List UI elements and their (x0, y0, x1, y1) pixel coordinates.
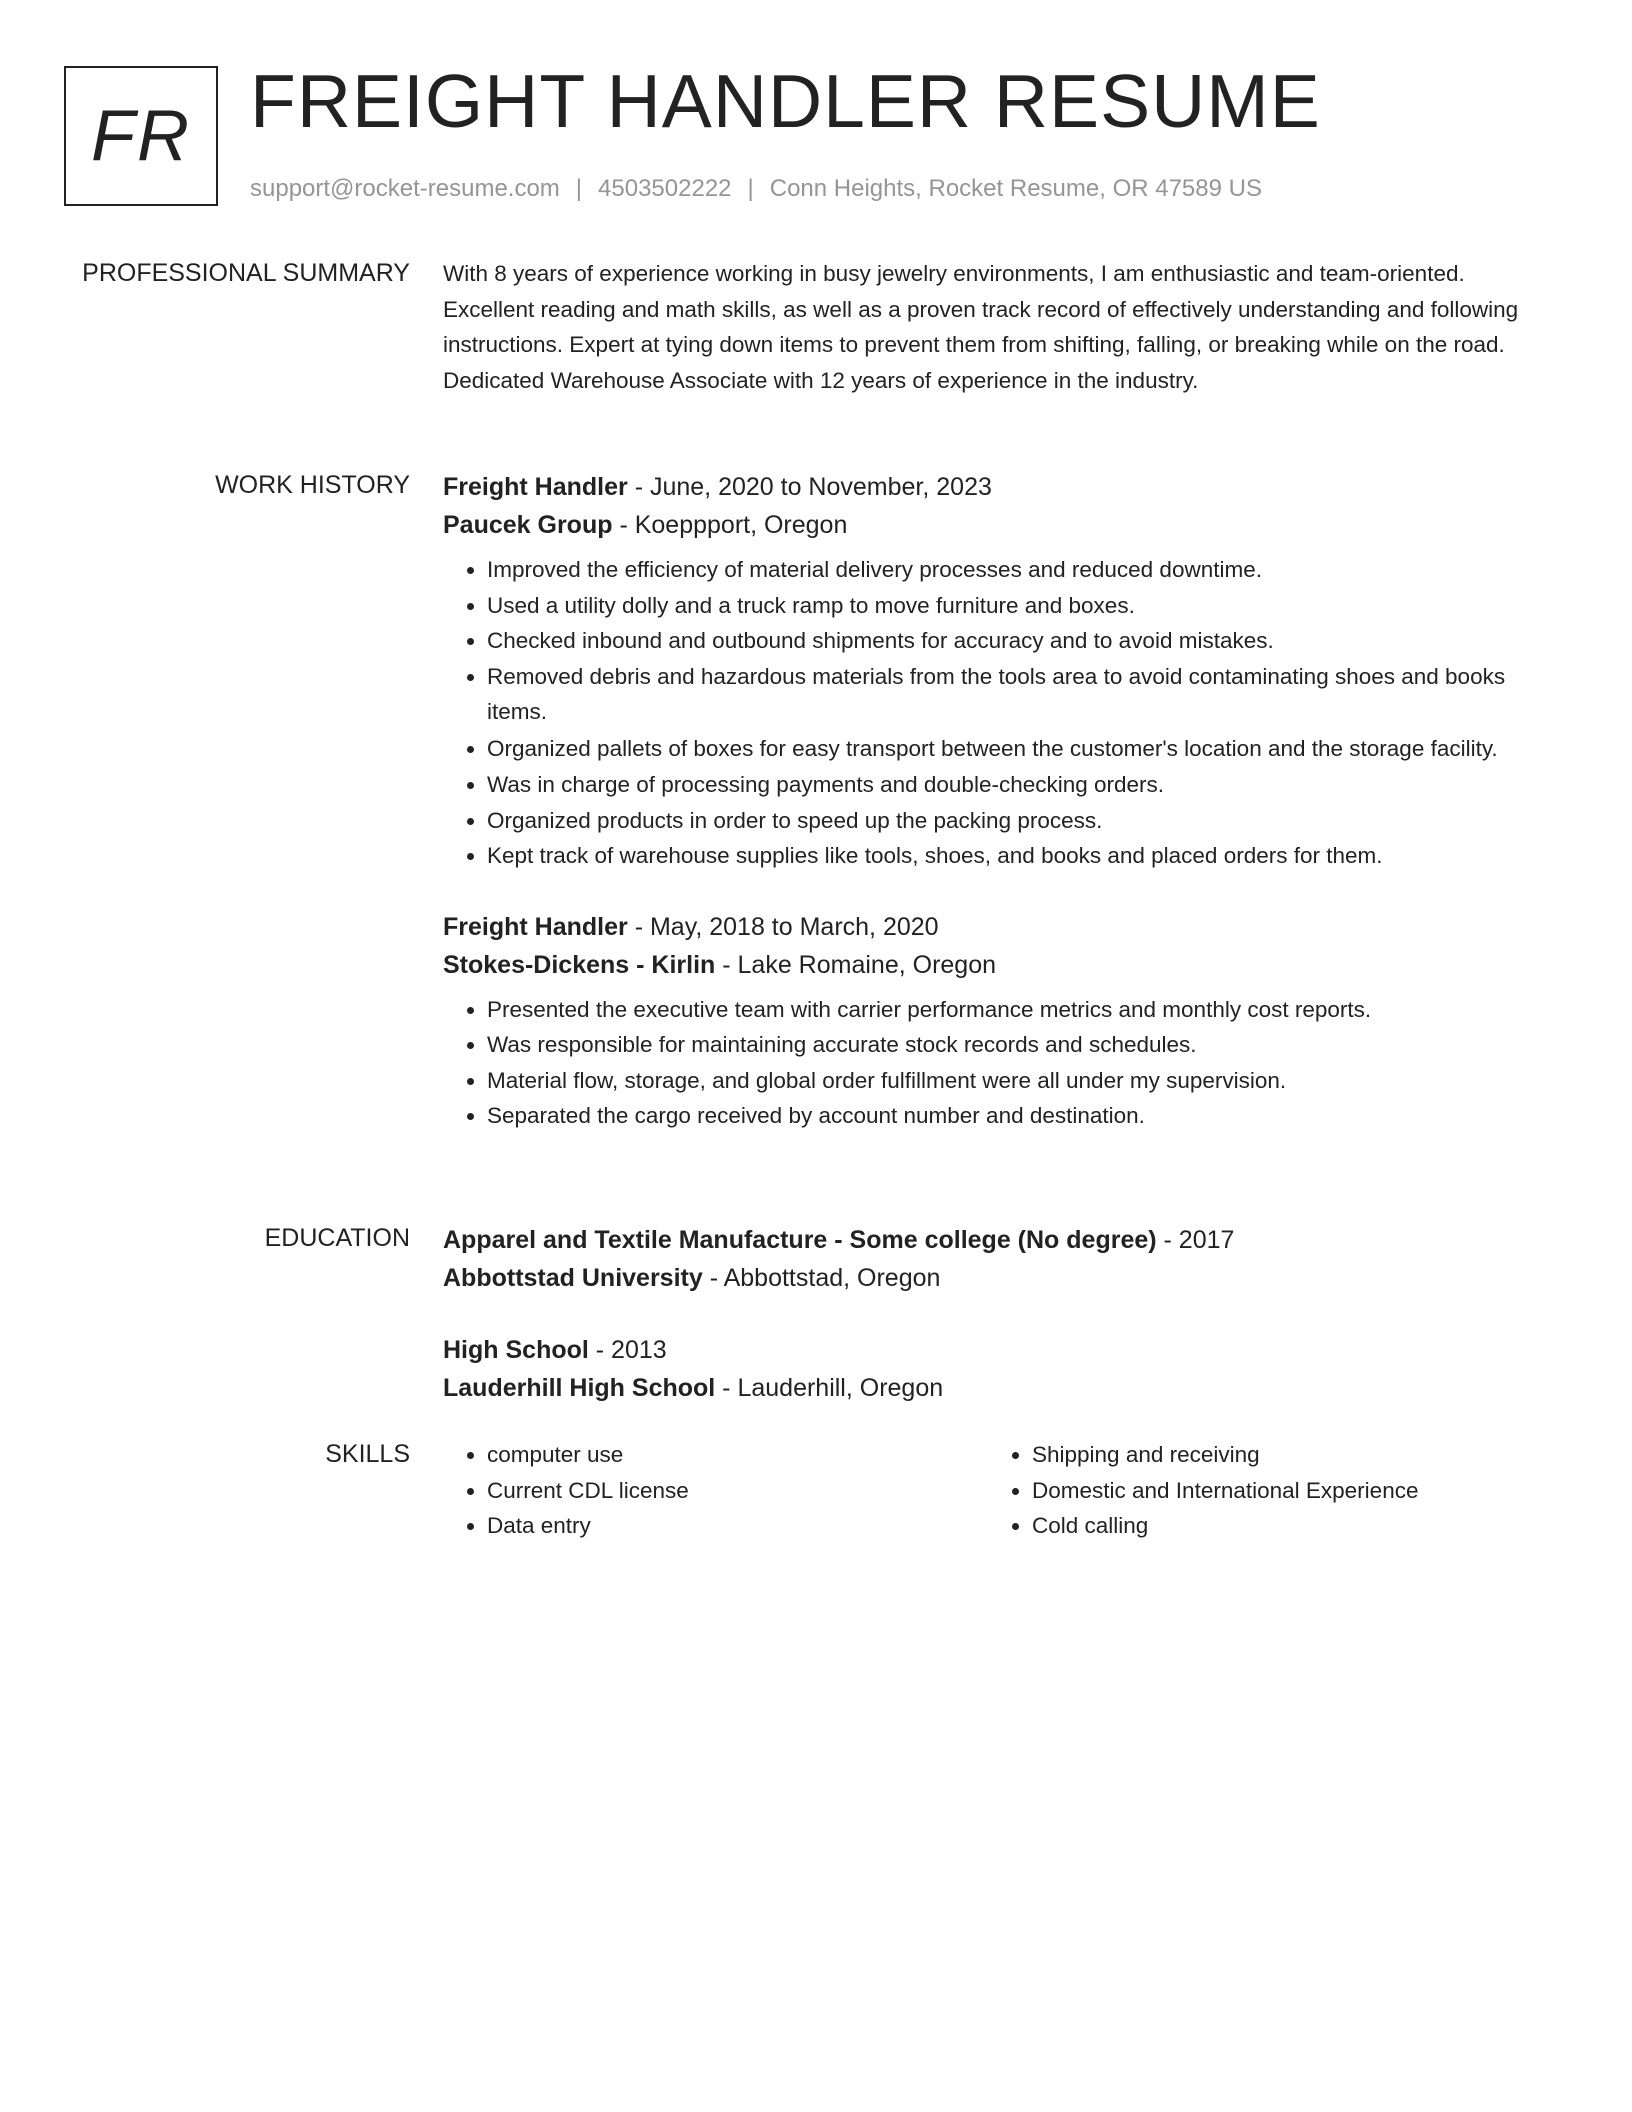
skills-columns (443, 1437, 1543, 1544)
job-bullet: • Organized products in order to speed up the packing process. (487, 803, 1543, 839)
monogram-box (64, 66, 218, 206)
contact-separator: | (575, 175, 583, 202)
job-bullet: • Organized pallets of boxes for easy transport between the customer's location and the storage facility. (487, 731, 1543, 767)
education-degree-line (443, 1331, 1543, 1369)
education-degree-line (443, 1221, 1543, 1259)
job-bullet: • Improved the efficiency of material delivery processes and reduced downtime. (487, 552, 1543, 588)
job-company-line (443, 506, 1543, 544)
job-company-line (443, 946, 1543, 984)
job-bullet: • Separated the cargo received by account number and destination. (487, 1098, 1543, 1134)
education-school-line (443, 1259, 1543, 1297)
job-location: - Lake Romaine, Oregon (715, 950, 997, 979)
contact-separator: | (747, 175, 754, 202)
work-history-body (443, 468, 1543, 1134)
job-location: - Koeppport, Oregon (612, 511, 848, 539)
contact-line (250, 172, 1262, 206)
education-degree: Apparel and Textile Manufacture - Some college (No degree) (443, 1226, 1157, 1254)
job-entry (443, 468, 1543, 874)
section-title-education: EDUCATION (264, 1224, 410, 1252)
job-entry (443, 908, 1543, 1134)
job-bullet: • Material flow, storage, and global order fulfillment were all under my supervision. (487, 1063, 1543, 1099)
contact-email: support@rocket-resume.com (250, 175, 560, 202)
contact-address: Conn Heights, Rocket Resume, OR 47589 US (769, 175, 1262, 202)
education-year: - 2017 (1156, 1226, 1235, 1254)
resume-title: FREIGHT HANDLER RESUME (250, 59, 1321, 143)
summary-text: With 8 years of experience working in busy jewelry environments, I am enthusiastic and team-oriented. Excellent reading and math skills, as well as a proven track record of effectively understanding and following instructions. Expert at tying down items to prevent them from shifting, falling, or breaking while on the road. Dedicated Warehouse Associate with 12 years of experience in the industry. (443, 261, 1519, 393)
skill-item: • Data entry (487, 1508, 988, 1544)
job-title-line (443, 468, 1543, 506)
job-role: Freight Handler (443, 473, 628, 501)
skills-list-left (443, 1437, 988, 1544)
skill-item: • Shipping and receiving (1032, 1437, 1533, 1473)
section-title-skills: SKILLS (325, 1440, 410, 1468)
job-bullet: • Checked inbound and outbound shipments for accuracy and to avoid mistakes. (487, 623, 1543, 659)
skills-body (443, 1437, 1543, 1544)
job-dates: - May, 2018 to March, 2020 (627, 912, 939, 941)
education-school-line (443, 1369, 1543, 1407)
job-bullet: • Kept track of warehouse supplies like tools, shoes, and books and placed orders for them. (487, 838, 1543, 874)
job-bullet: • Was responsible for maintaining accurate stock records and schedules. (487, 1027, 1543, 1063)
contact-phone: 4503502222 (598, 175, 732, 202)
skill-item: • Current CDL license (487, 1473, 988, 1509)
education-degree: High School (443, 1336, 589, 1364)
job-role: Freight Handler (443, 912, 628, 941)
job-bullet: • Presented the executive team with carrier performance metrics and monthly cost reports. (487, 992, 1543, 1028)
education-location: - Abbottstad, Oregon (702, 1264, 941, 1292)
education-school: Abbottstad University (443, 1264, 703, 1292)
skill-item: • Domestic and International Experience (1032, 1473, 1533, 1509)
job-bullet: • Removed debris and hazardous materials from the tools area to avoid contaminating shoes and books items. (487, 659, 1543, 730)
job-company: Paucek Group (443, 511, 613, 539)
job-title-line (443, 908, 1543, 946)
education-body (443, 1221, 1543, 1407)
education-school: Lauderhill High School (443, 1374, 716, 1402)
job-dates: - June, 2020 to November, 2023 (627, 473, 992, 501)
summary-body (443, 256, 1543, 398)
job-bullets (443, 992, 1543, 1134)
skill-item: • Cold calling (1032, 1508, 1533, 1544)
job-company: Stokes-Dickens - Kirlin (443, 950, 716, 979)
section-title-summary: PROFESSIONAL SUMMARY (82, 259, 410, 287)
skills-list-right (988, 1437, 1533, 1544)
education-entry (443, 1331, 1543, 1407)
job-bullet: • Used a utility dolly and a truck ramp to move furniture and boxes. (487, 588, 1543, 624)
job-bullet: • Was in charge of processing payments and double-checking orders. (487, 767, 1543, 803)
job-bullets (443, 552, 1543, 874)
education-year: - 2013 (588, 1336, 667, 1364)
section-title-work-history: WORK HISTORY (215, 471, 410, 499)
monogram-initials: FR (91, 96, 191, 176)
skill-item: • computer use (487, 1437, 988, 1473)
education-location: - Lauderhill, Oregon (715, 1374, 944, 1402)
education-entry (443, 1221, 1543, 1297)
